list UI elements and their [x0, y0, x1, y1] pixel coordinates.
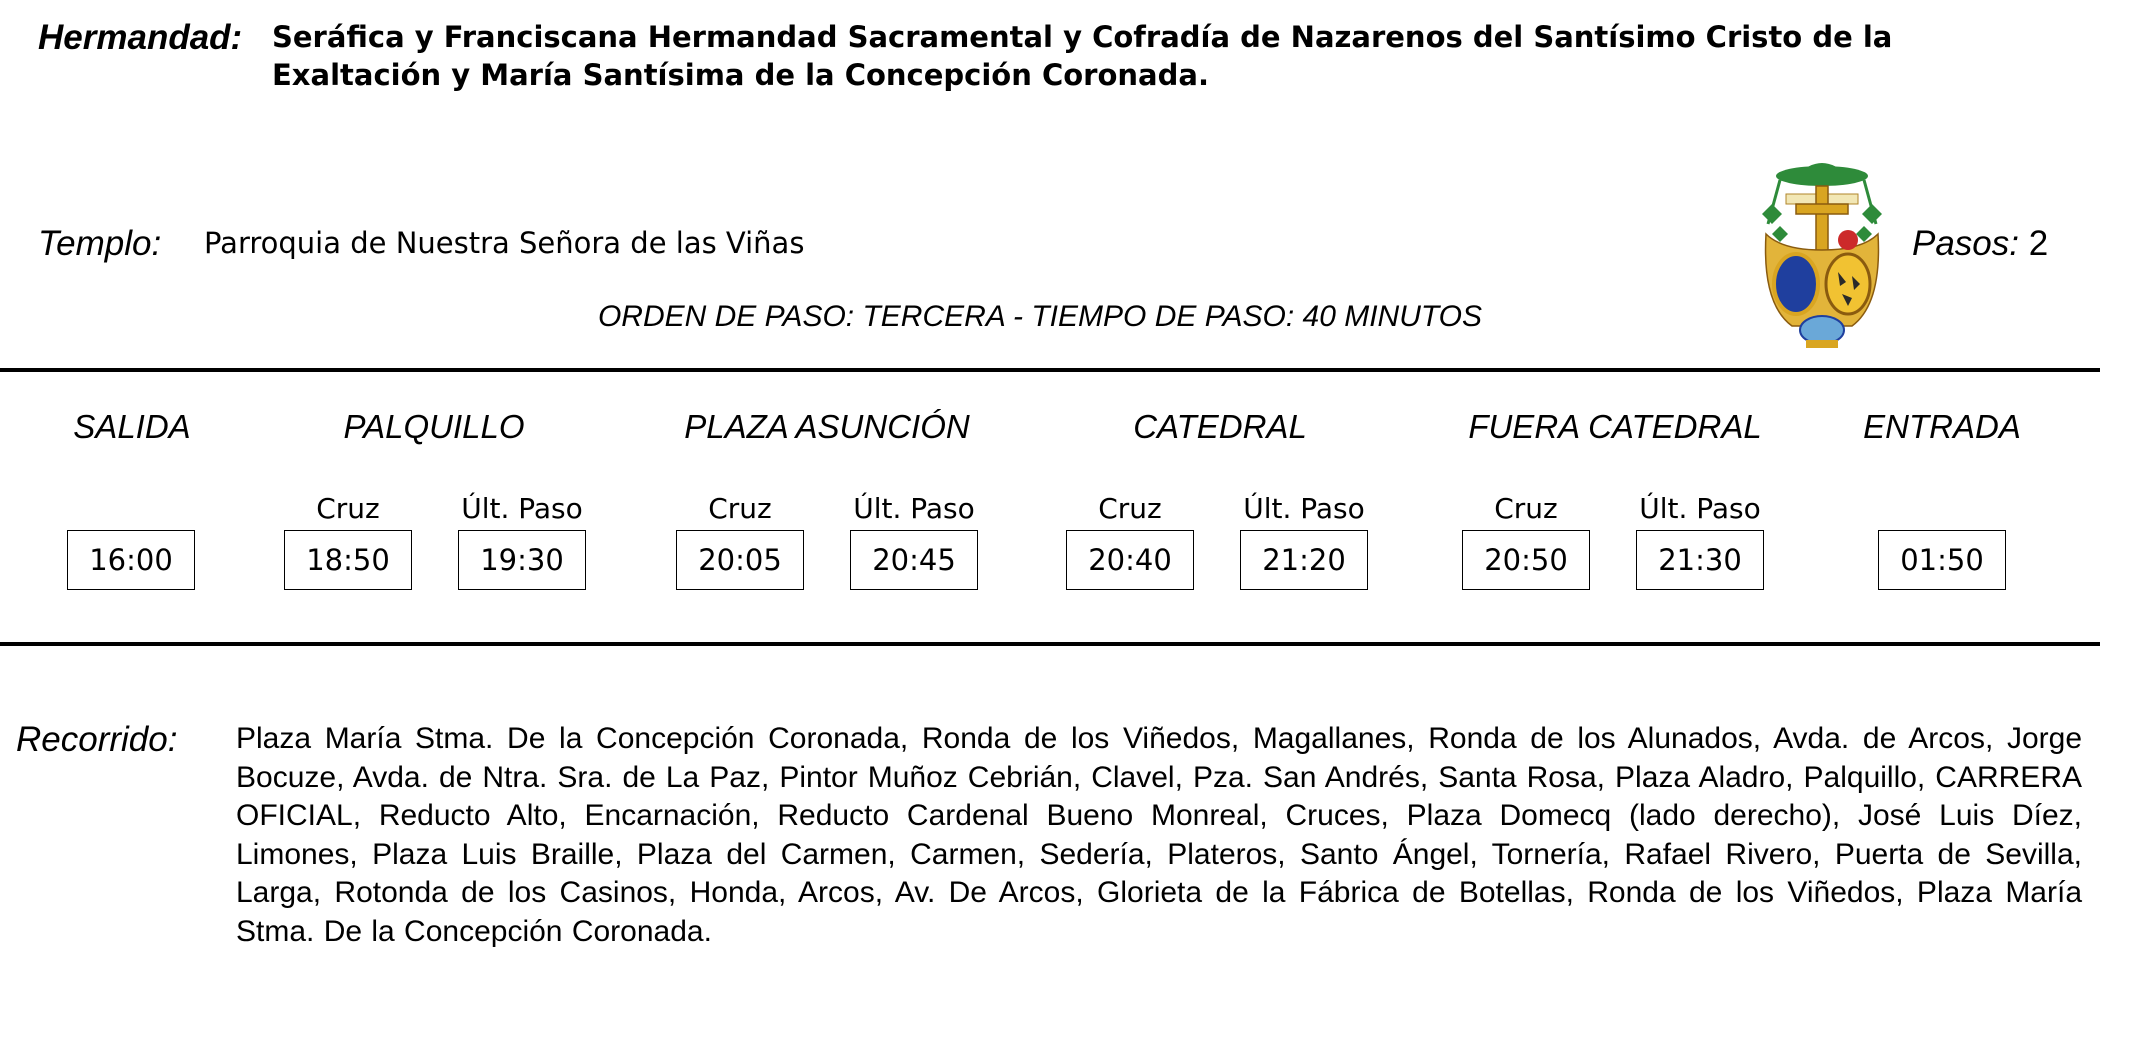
pasos-label: Pasos:: [1912, 224, 2019, 263]
fuera-catedral-cruz-time: 20:50: [1462, 530, 1590, 590]
palquillo-ult-label: Últ. Paso: [461, 492, 583, 525]
catedral-cruz-time: 20:40: [1066, 530, 1194, 590]
salida-time-box: 16:00: [67, 530, 195, 590]
palquillo-header: PALQUILLO: [343, 408, 525, 445]
plaza-asuncion-cruz-label: Cruz: [708, 492, 772, 525]
fuera-catedral-ult-time: 21:30: [1636, 530, 1764, 590]
top-divider: [0, 368, 2100, 372]
orden-de-paso: ORDEN DE PASO: TERCERA - TIEMPO DE PASO: 40 MINUTOS: [597, 300, 1483, 333]
plaza-asuncion-ult-time: 20:45: [850, 530, 978, 590]
fuera-catedral-cruz-label: Cruz: [1494, 492, 1558, 525]
coat-of-arms-icon: [1752, 154, 1892, 354]
templo-name: Parroquia de Nuestra Señora de las Viñas: [204, 226, 805, 260]
recorrido-text: Plaza María Stma. De la Concepción Coronada, Ronda de los Viñedos, Magallanes, Ronda de los Alunados, Avda. de Arcos, Jorge Bocuze, Avda. de Ntra. Sra. de La Paz, Pintor Muñoz Cebrián, Clavel, Pza. San Andrés, Santa Rosa, Plaza Aladro, Palquillo, CARRERA OFICIAL, Reducto Alto, Encarnación, Reducto Cardenal Bueno Monreal, Cruces, Plaza Domecq (lado derecho), José Luis Díez, Limones, Plaza Luis Braille, Plaza del Carmen, Carmen, Sedería, Plateros, Santo Ángel, Tornería, Rafael Rivero, Puerta de Sevilla, Larga, Rotonda de los Casinos, Honda, Arcos, Av. De Arcos, Glorieta de la Fábrica de Botellas, Ronda de los Viñedos, Plaza María Stma. De la Concepción Coronada.: [236, 722, 2082, 948]
fuera-catedral-header: FUERA CATEDRAL: [1468, 408, 1762, 445]
palquillo-cruz-label: Cruz: [316, 492, 380, 525]
salida-header: SALIDA: [73, 408, 191, 445]
hermandad-name: Seráfica y Franciscana Hermandad Sacramental y Cofradía de Nazarenos del Santísimo Cristo de la Exaltación y María Santísima de la Concepción Coronada.: [272, 20, 1893, 92]
catedral-ult-label: Últ. Paso: [1243, 492, 1365, 525]
plaza-asuncion-cruz-time: 20:05: [676, 530, 804, 590]
catedral-header: CATEDRAL: [1133, 408, 1307, 445]
entrada-time-box: 01:50: [1878, 530, 2006, 590]
palquillo-ult-time: 19:30: [458, 530, 586, 590]
catedral-ult-time: 21:20: [1240, 530, 1368, 590]
palquillo-cruz-time: 18:50: [284, 530, 412, 590]
recorrido-label: Recorrido:: [16, 720, 178, 759]
pasos-value: 2: [2028, 224, 2049, 263]
templo-label: Templo:: [38, 224, 162, 263]
fuera-catedral-ult-label: Últ. Paso: [1639, 492, 1761, 525]
plaza-asuncion-ult-label: Últ. Paso: [853, 492, 975, 525]
pasos-count: [1912, 224, 2048, 264]
hermandad-label: Hermandad:: [38, 18, 243, 57]
catedral-cruz-label: Cruz: [1098, 492, 1162, 525]
plaza-asuncion-header: PLAZA ASUNCIÓN: [684, 408, 970, 445]
entrada-header: ENTRADA: [1863, 408, 2021, 445]
bottom-divider: [0, 642, 2100, 646]
